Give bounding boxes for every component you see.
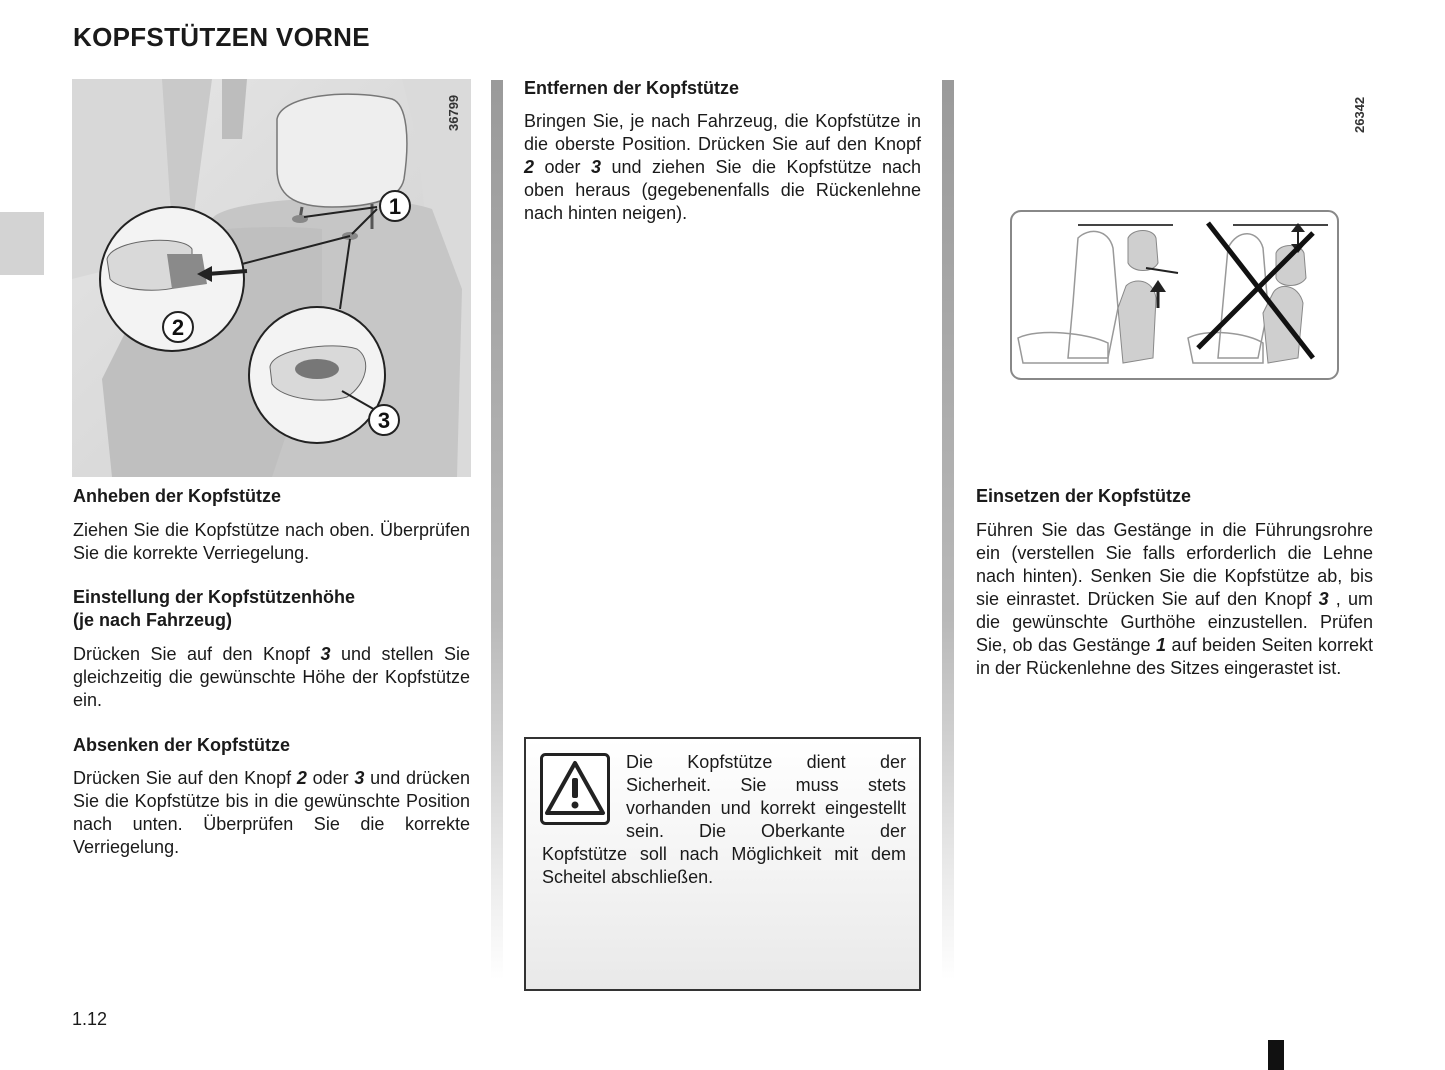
text-segment: und ziehen Sie die Kopfstütze nach oben heraus (gegebenenfalls die Rückenlehne nach hinten neigen). <box>524 157 922 223</box>
paragraph-einsetzen <box>976 519 1373 680</box>
chapter-tab-marker <box>0 212 44 275</box>
page-edge-marker <box>1268 1040 1284 1070</box>
section-title-anheben: Anheben der Kopfstütze <box>73 486 282 506</box>
ref-number: 2 <box>524 157 535 177</box>
headrest-position-diagram <box>1008 208 1341 382</box>
ref-number: 1 <box>1155 635 1166 655</box>
section-title-entfernen: Entfernen der Kopfstütze <box>524 78 740 98</box>
section-title-einstellung-line1: Einstellung der Kopfstützenhöhe <box>73 587 355 607</box>
text-segment: oder <box>534 157 591 177</box>
page-number: 1.12 <box>72 1009 108 1029</box>
figure-code-left: 36799 <box>446 94 461 131</box>
headrest-position-drawing <box>1008 208 1341 382</box>
text-segment: und drücken Sie die Kopfstütze bis in die gewünschte Position nach unten. Überprüfen Sie die korrekte Verriegelung. <box>73 768 471 857</box>
callout-2 <box>163 312 193 342</box>
figure-code-right: 26342 <box>1352 96 1367 133</box>
text-segment: Drücken Sie auf den Knopf <box>73 644 321 664</box>
warning-text-content: Die Kopfstütze dient der Sicherheit. Sie muss stets vorhanden und korrekt eingestellt sein. Die Oberkante der Kopfstütze soll nach Möglichkeit mit dem Scheitel abschließen. <box>542 752 906 887</box>
svg-text:1: 1 <box>388 194 402 219</box>
headrest-illustration <box>72 79 471 477</box>
column-divider-left <box>491 80 503 980</box>
text-segment: Führen Sie das Gestänge in die Führungsrohre ein (verstellen Sie falls erforderlich die Lehne nach hinten). Senken Sie die Kopfstütze ab, bis sie einrastet. Drücken Sie auf den Knopf <box>976 520 1373 609</box>
page-title: KOPFSTÜTZEN VORNE <box>73 22 370 52</box>
paragraph-absenken <box>73 767 470 859</box>
text-segment: , um die gewünschte Gurthöhe einzustellen. Prüfen Sie, ob das Gestänge <box>976 589 1373 655</box>
ref-number: 3 <box>590 157 601 177</box>
section-title-einsetzen: Einsetzen der Kopfstütze <box>976 486 1192 506</box>
paragraph-einstellung <box>73 643 470 712</box>
warning-box <box>524 737 921 991</box>
warning-text <box>542 751 906 889</box>
ref-number: 3 <box>354 768 365 788</box>
callout-1 <box>380 191 410 221</box>
paragraph-anheben: Ziehen Sie die Kopfstütze nach oben. Überprüfen Sie die korrekte Verriegelung. <box>73 520 470 563</box>
text-segment: und stellen Sie gleichzeitig die gewünschte Höhe der Kopfstütze ein. <box>73 644 470 710</box>
text-segment: Drücken Sie auf den Knopf <box>73 768 297 788</box>
headrest-drawing <box>72 79 471 477</box>
section-title-einstellung <box>73 586 355 632</box>
text-segment: oder <box>306 768 355 788</box>
column-divider-right <box>942 80 954 980</box>
svg-text:3: 3 <box>377 408 391 433</box>
text-segment: auf beiden Seiten korrekt in der Rückenlehne des Sitzes eingerastet ist. <box>976 635 1373 678</box>
ref-number: 2 <box>296 768 307 788</box>
section-title-einstellung-line2: (je nach Fahrzeug) <box>73 610 233 630</box>
paragraph-entfernen <box>524 110 921 225</box>
text-segment: Bringen Sie, je nach Fahrzeug, die Kopfstütze in die oberste Position. Drücken Sie auf den Knopf <box>524 111 921 154</box>
section-title-absenken: Absenken der Kopfstütze <box>73 735 291 755</box>
callout-3 <box>369 405 399 435</box>
ref-number: 3 <box>1318 589 1329 609</box>
svg-text:2: 2 <box>171 315 185 340</box>
ref-number: 3 <box>320 644 331 664</box>
